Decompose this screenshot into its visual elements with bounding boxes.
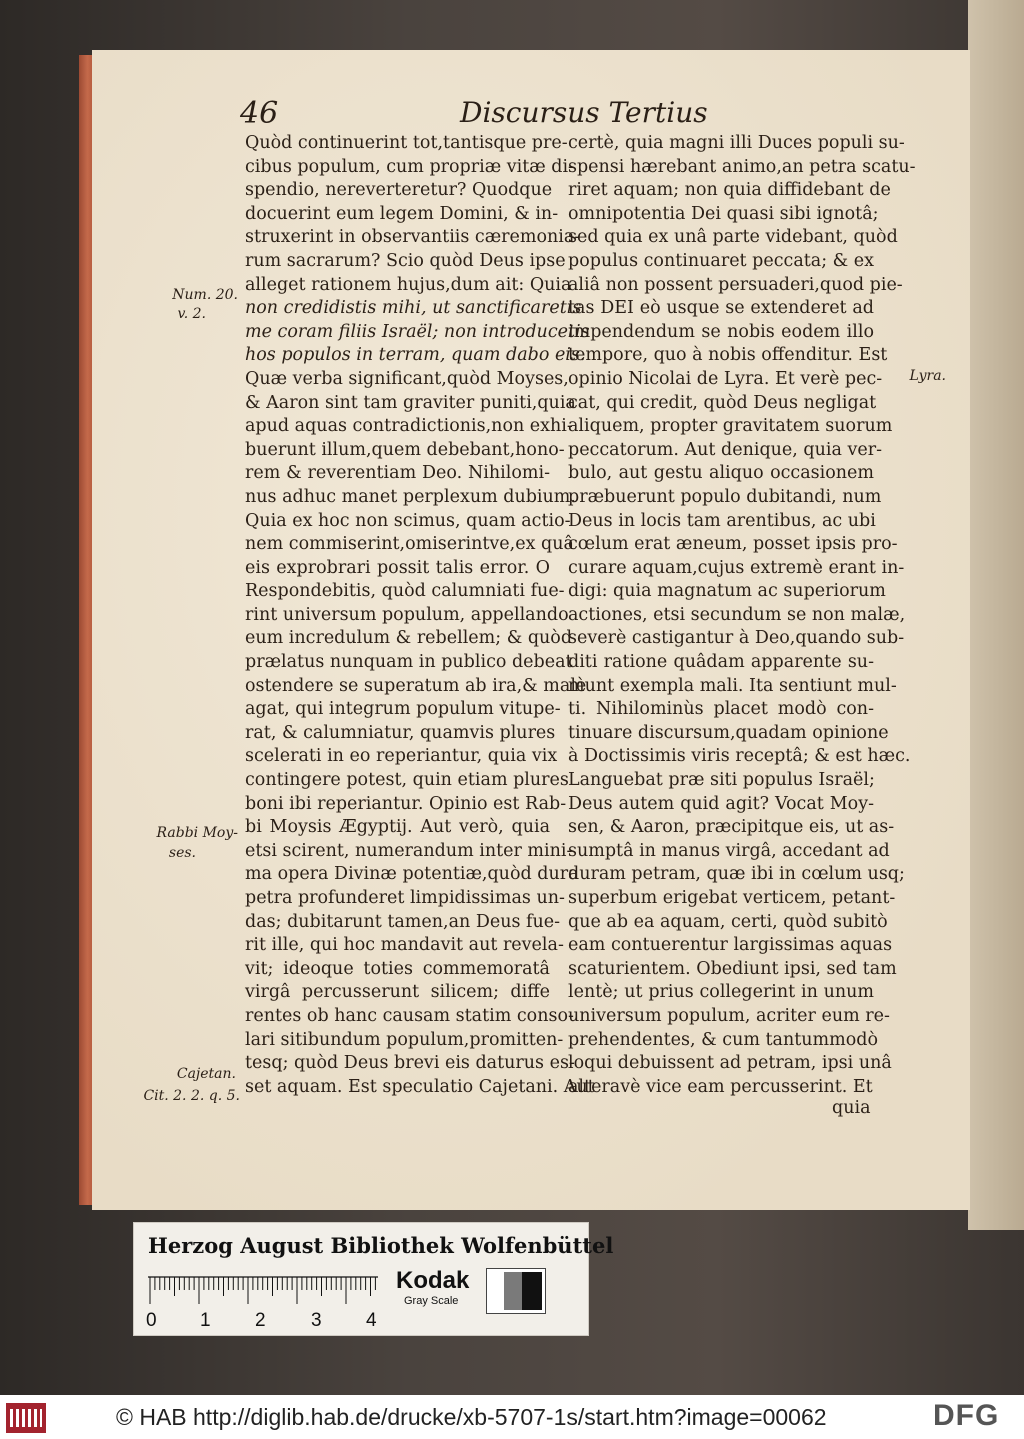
marginal-note-verse: v. 2. [177,306,206,322]
text-line: nem commiserint,omiserintve,ex quâ [245,534,574,555]
text-line: spendio, nereverteretur? Quodque [245,180,553,201]
text-line: cibus populum, cum propriæ vitæ di- [245,156,574,177]
text-line: tas DEI eò usque se extenderet ad [568,298,874,319]
text-line: universum populum, acriter eum re- [568,1005,890,1026]
text-line: populus continuaret peccata; & ex [568,250,875,271]
text-line: curare aquam,cujus extremè erant in- [568,557,905,578]
text-line: loqui debuissent ad petram, ipsi unâ [568,1053,892,1074]
text-line: Deus in locis tam arentibus, ac ubi [568,510,876,531]
text-line: rentes ob hanc causam statim conso- [245,1005,574,1026]
text-line: tempore, quo à nobis offenditur. Est [568,345,888,366]
text-line: bi Moysis Ægyptij. Aut verò, quia [245,817,550,838]
scale-ruler-icon [148,1276,378,1306]
text-line: virgâ percusserunt silicem; diffe [245,982,550,1003]
library-label-title: Herzog August Bibliothek Wolfenbüttel [148,1233,614,1258]
text-line: prehendentes, & cum tantummodò [568,1029,879,1050]
text-line: ma opera Divinæ potentiæ,quòd dura [245,864,579,885]
text-line: scelerati in eo reperiantur, quia vix [245,746,558,767]
text-line: non credidistis mihi, ut sanctificaretis [245,298,582,319]
text-line: præbuerunt populo dubitandi, num [568,486,882,507]
text-line: riret aquam; non quia diffidebant de [568,180,891,201]
text-line: eam contuerentur largissimas aquas [568,935,893,956]
dfg-logo: DFG [933,1399,1000,1432]
text-line: Quòd continuerint tot,tantisque pre- [245,133,568,153]
marginal-note-rabbi: Rabbi Moy- [156,825,238,841]
text-line: vit; ideoque toties commemoratâ [245,958,550,979]
text-line: alleget rationem hujus,dum ait: Quia [245,274,572,295]
text-line: rat, & calumniatur, quamvis plures [245,722,556,743]
text-line: severè castigantur à Deo,quando sub- [568,628,905,649]
text-line: cat, qui credit, quòd Deus negligat [568,392,877,413]
running-title: Discursus Tertius [460,96,708,129]
text-column-left [245,132,595,1099]
text-line: rem & reverentiam Deo. Nihilomi- [245,463,550,484]
text-line: rint universum populum, appellando [245,604,569,625]
text-line: que ab ea aquam, certi, quòd subitò [568,911,888,932]
text-line: rum sacrarum? Scio quòd Deus ipse [245,250,566,271]
text-line: certè, quia magni illi Duces populi su- [568,133,905,153]
ruler-label-3: 3 [311,1310,322,1331]
text-line: opinio Nicolai de Lyra. Et verè pec- [568,368,883,389]
text-line: Quia ex hoc non scimus, quam actio- [245,510,571,531]
text-line: set aquam. Est speculatio Cajetani. Aut [245,1076,595,1097]
text-line: petra profunderet limpidissimas un- [245,888,565,908]
marginal-note-num: Num. 20. [172,287,238,303]
text-line: struxerint in observantiis cæremonia- [245,227,581,248]
adjacent-page-edge [968,0,1024,1230]
red-page-edge [79,55,93,1205]
text-line: duram petram, quæ ibi in cœlum usq; [568,864,905,885]
marginal-note-cajetan: Cajetan. [176,1066,236,1082]
text-line: alteravè vice eam percusserint. Et [568,1076,873,1097]
text-line: nus adhuc manet perplexum dubium. [245,486,576,507]
swatch-white [490,1272,504,1310]
swatch-black [522,1272,542,1310]
text-line: das; dubitarunt tamen,an Deus fue- [245,911,561,932]
text-line: agat, qui integrum populum vitupe- [245,699,561,720]
text-line: omnipotentia Dei quasi sibi ignotâ; [568,203,879,224]
text-line: digi: quia magnatum ac superiorum [568,581,886,602]
text-line: eum incredulum & rebellem; & quòd [245,628,573,649]
text-line: me coram filiis Israël; non introducetis [245,321,590,342]
text-line: superbum erigebat verticem, petant- [568,888,896,908]
marginal-note-lyra: Lyra. [909,368,946,384]
ruler-label-4: 4 [366,1310,377,1331]
ruler-label-2: 2 [255,1310,266,1331]
text-line: Languebat præ siti populus Israël; [568,770,875,791]
text-line: actiones, etsi secundum se non malæ, [568,604,906,625]
text-line: tesq; quòd Deus brevi eis daturus es- [245,1053,575,1074]
text-line: lari sitibundum populum,promitten- [245,1029,564,1050]
marginal-note-citation: Cit. 2. 2. q. 5. [143,1088,240,1104]
text-column-right [568,132,916,1099]
text-line: Respondebitis, quòd calumniati fue- [245,581,565,602]
text-line: sumptâ in manus virgâ, accedant ad [568,840,890,861]
ruler-label-1: 1 [200,1310,211,1331]
text-line: diti ratione quâdam apparente su- [568,652,874,673]
grayscale-label: Gray Scale [404,1295,459,1307]
text-line: spensi hærebant animo,an petra scatu- [568,156,916,177]
text-line: peccatorum. Aut denique, quia ver- [568,439,882,460]
text-line: buerunt illum,quem debebant,hono- [245,439,565,460]
page-number: 46 [240,96,279,131]
text-line: contingere potest, quin etiam plures [245,770,569,791]
text-line: bulo, aut gestu aliquo occasionem [568,463,874,484]
marginal-note-rabbi-cont: ses. [168,845,196,861]
text-line: ostendere se superatum ab ira,& malè [245,675,587,696]
text-line: cœlum erat æneum, posset ipsis pro- [568,534,898,555]
text-line: hos populos in terram, quam dabo eis. [245,345,586,366]
text-line: impendendum se nobis eodem illo [568,321,874,342]
text-line: sed quia ex unâ parte videbant, quòd [568,227,898,248]
gray-scale-swatch [486,1268,546,1314]
text-line: & Aaron sint tam graviter puniti,quia [245,392,576,413]
swatch-gray [504,1272,522,1310]
text-line: à Doctissimis viris receptâ; & est hæc. [568,746,911,767]
text-line: lentè; ut prius collegerint in unum [568,982,874,1003]
text-line: eis exprobrari possit talis error. O [245,557,550,578]
text-line: ti. Nihilominùs placet modò con- [568,699,874,720]
text-line: etsi scirent, numerandum inter mini- [245,840,573,861]
text-line: aliquem, propter gravitatem suorum [568,416,893,437]
text-line: apud aquas contradictionis,non exhi- [245,416,573,437]
ruler-label-0: 0 [146,1310,157,1331]
text-line: sen, & Aaron, præcipitque eis, ut as- [568,817,895,838]
text-line: aliâ non possent persuaderi,quod pie- [568,274,903,295]
text-line: Deus autem quid agit? Vocat Moy- [568,793,874,814]
text-line: tinuare discursum,quadam opinione [568,722,889,743]
catchword: quia [832,1098,871,1118]
text-line: munt exempla mali. Ita sentiunt mul- [568,675,897,696]
text-line: rit ille, qui hoc mandavit aut revela- [245,935,564,956]
text-line: Quæ verba significant,quòd Moyses, [245,368,569,389]
hab-logo-icon [6,1403,46,1433]
footer-citation: © HAB http://diglib.hab.de/drucke/xb-5707-1s/start.htm?image=00062 [116,1404,827,1430]
text-line: scaturientem. Obediunt ipsi, sed tam [568,958,897,979]
text-line: docuerint eum legem Domini, & in- [245,203,559,224]
text-line: boni ibi reperiantur. Opinio est Rab- [245,793,567,814]
kodak-brand: Kodak [396,1267,470,1294]
text-line: prælatus nunquam in publico debeat [245,652,573,673]
